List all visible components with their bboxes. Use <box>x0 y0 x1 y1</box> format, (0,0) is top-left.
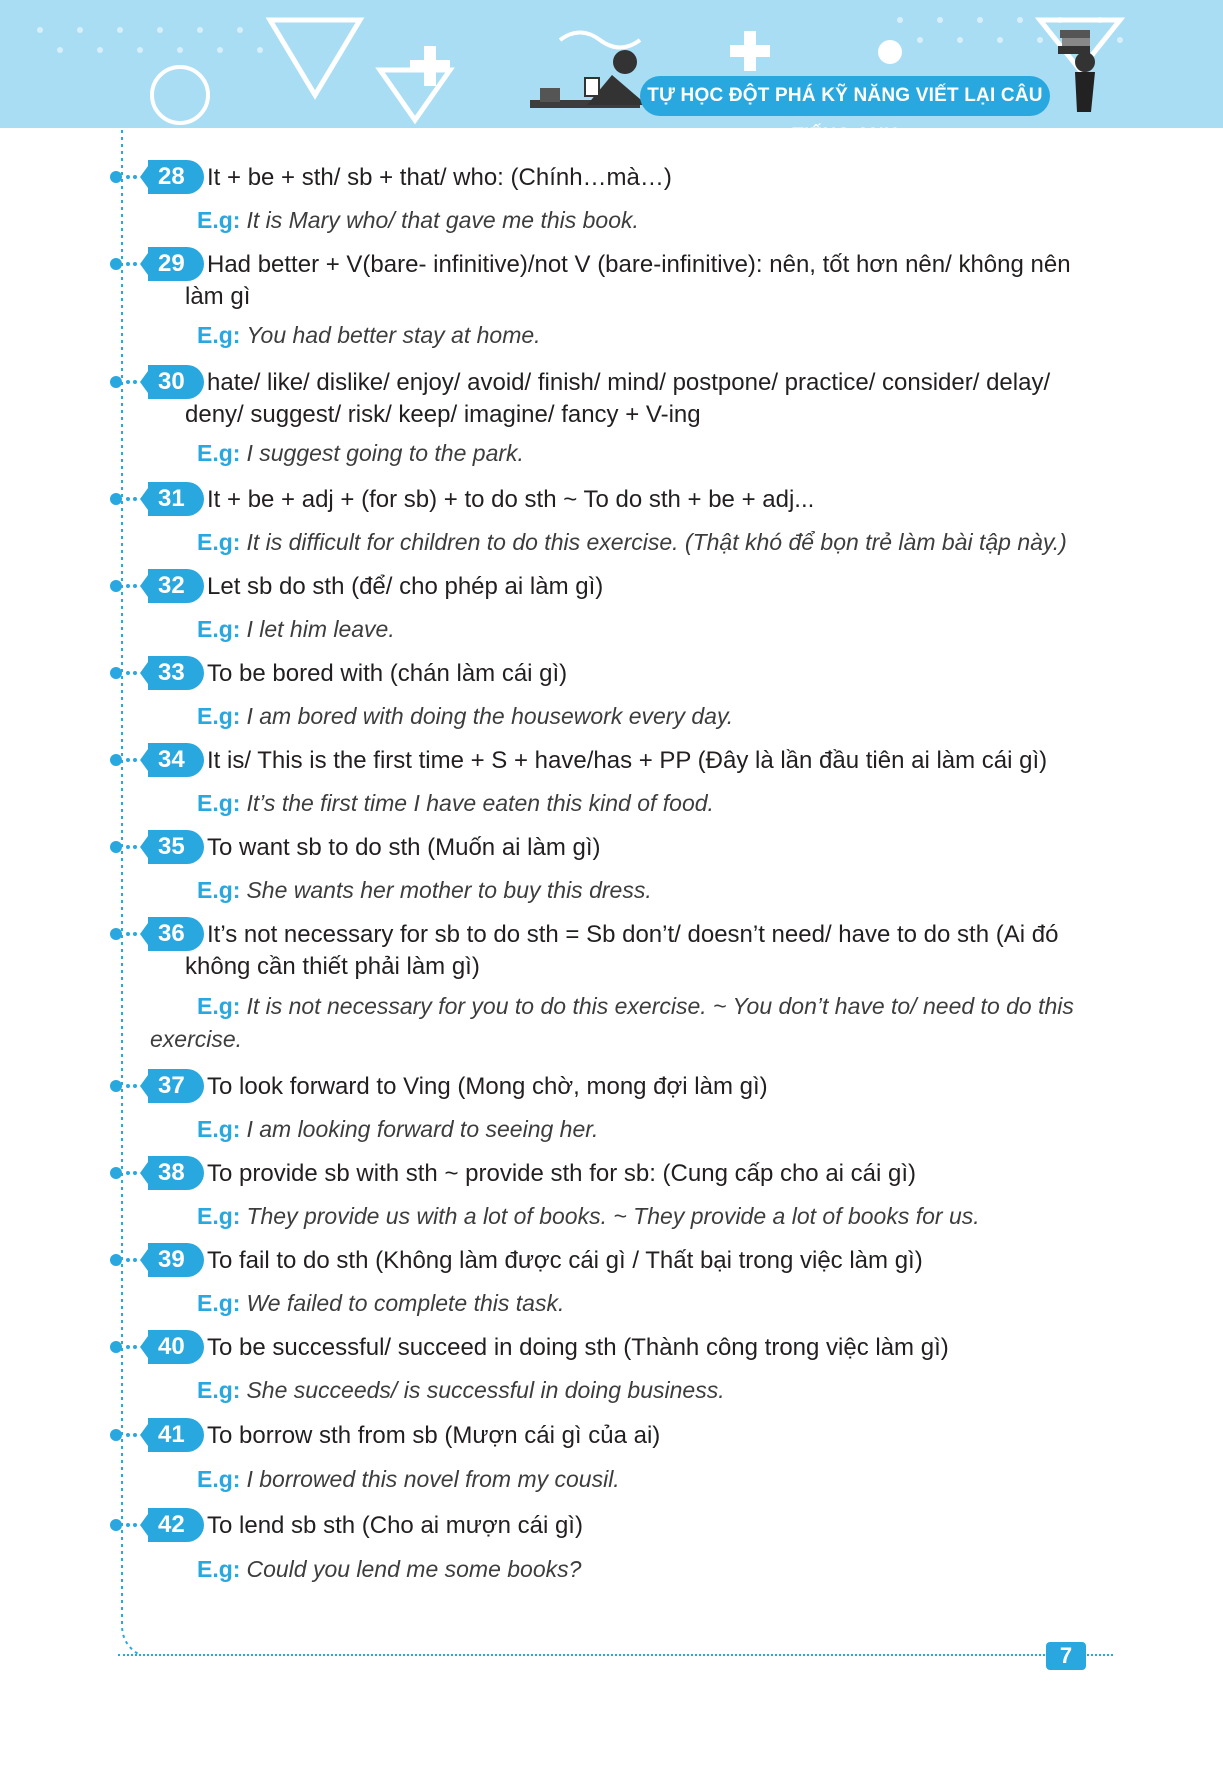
example-text: Could you lend me some books? <box>246 1556 582 1582</box>
example-text: She succeeds/ is successful in doing business. <box>246 1377 725 1403</box>
example-label: E.g: <box>197 1290 241 1316</box>
example-label: E.g: <box>197 703 241 729</box>
example-label: E.g: <box>197 877 241 903</box>
rule-number: 29 <box>148 247 204 281</box>
rule-number: 41 <box>148 1418 204 1452</box>
rule-number: 34 <box>148 743 204 777</box>
example-label: E.g: <box>197 207 241 233</box>
bullet-dots-icon <box>108 1243 148 1277</box>
example-text: It is Mary who/ that gave me this book. <box>246 207 639 233</box>
example-text: I am bored with doing the housework every day. <box>246 703 734 729</box>
rule-text: To borrow sth from sb (Mượn cái gì của ai) <box>207 1422 661 1449</box>
example-label: E.g: <box>197 1466 241 1492</box>
rule-number: 28 <box>148 160 204 194</box>
bullet-dots-icon <box>108 1508 148 1542</box>
page-header <box>0 0 1223 146</box>
example-text: They provide us with a lot of books. ~ They provide a lot of books for us. <box>246 1203 980 1229</box>
book-title: TỰ HỌC ĐỘT PHÁ KỸ NĂNG VIẾT LẠI CÂU TIẾNG ANH <box>640 76 1050 116</box>
example-line <box>197 1463 1082 1496</box>
bullet-dots-icon <box>108 830 148 864</box>
rule-text: To fail to do sth (Không làm được cái gì / Thất bại trong việc làm gì) <box>207 1247 923 1274</box>
example-line <box>197 874 1082 907</box>
rule-text: To be successful/ succeed in doing sth (Thành công trong việc làm gì) <box>207 1334 949 1361</box>
rule-text: To want sb to do sth (Muốn ai làm gì) <box>207 834 601 861</box>
bullet-dots-icon <box>108 1069 148 1103</box>
example-line <box>197 613 1082 646</box>
example-text: We failed to complete this task. <box>246 1290 565 1316</box>
example-line <box>197 437 1082 470</box>
rule-text: To provide sb with sth ~ provide sth for sb: (Cung cấp cho ai cái gì) <box>207 1160 917 1187</box>
footer-divider <box>118 1654 1113 1656</box>
example-line <box>197 204 1082 237</box>
example-label: E.g: <box>197 1116 241 1142</box>
example-line <box>150 990 1082 1056</box>
rule-text: To be bored with (chán làm cái gì) <box>207 660 568 687</box>
example-line <box>197 1374 1082 1407</box>
example-text: It’s the first time I have eaten this kind of food. <box>246 790 714 816</box>
rule-number: 38 <box>148 1156 204 1190</box>
rule-text: To look forward to Ving (Mong chờ, mong đợi làm gì) <box>207 1073 768 1100</box>
rule-number: 39 <box>148 1243 204 1277</box>
bullet-dots-icon <box>108 365 148 399</box>
bullet-dots-icon <box>108 743 148 777</box>
rule-text: Had better + V(bare- infinitive)/not V (bare-infinitive): nên, tốt hơn nên/ không nên làm gì <box>185 251 1071 310</box>
example-line <box>197 700 1082 733</box>
bullet-dots-icon <box>108 1418 148 1452</box>
rule-number: 36 <box>148 917 204 951</box>
bullet-dots-icon <box>108 917 148 951</box>
example-label: E.g: <box>197 1556 241 1582</box>
rule-text: hate/ like/ dislike/ enjoy/ avoid/ finish/ mind/ postpone/ practice/ consider/ delay/ deny/ suggest/ risk/ keep/ imagine/ fancy + V-ing <box>185 369 1051 428</box>
example-line <box>197 319 1082 352</box>
example-line <box>197 526 1082 559</box>
example-text: I am looking forward to seeing her. <box>246 1116 599 1142</box>
example-line <box>197 1287 1082 1320</box>
rule-text: Let sb do sth (để/ cho phép ai làm gì) <box>207 573 604 600</box>
example-label: E.g: <box>197 322 241 348</box>
rule-text: To lend sb sth (Cho ai mượn cái gì) <box>207 1512 583 1539</box>
bullet-dots-icon <box>108 247 148 281</box>
rule-number: 31 <box>148 482 204 516</box>
rule-number: 42 <box>148 1508 204 1542</box>
rule-number: 40 <box>148 1330 204 1364</box>
example-line <box>197 1553 1082 1586</box>
rule-text: It + be + adj + (for sb) + to do sth ~ To do sth + be + adj... <box>207 486 815 513</box>
bullet-dots-icon <box>108 656 148 690</box>
example-label: E.g: <box>197 790 241 816</box>
page-number: 7 <box>1046 1642 1086 1670</box>
example-label: E.g: <box>197 529 241 555</box>
rule-number: 35 <box>148 830 204 864</box>
bullet-dots-icon <box>108 569 148 603</box>
example-text: She wants her mother to buy this dress. <box>246 877 652 903</box>
bullet-dots-icon <box>108 1330 148 1364</box>
example-line <box>197 1113 1082 1146</box>
rule-number: 33 <box>148 656 204 690</box>
rule-number: 37 <box>148 1069 204 1103</box>
rule-text: It is/ This is the first time + S + have/has + PP (Đây là lần đầu tiên ai làm cái gì) <box>207 747 1048 774</box>
rule-text: It’s not necessary for sb to do sth = Sb don’t/ doesn’t need/ have to do sth (Ai đó không cần thiết phải làm gì) <box>185 921 1059 980</box>
example-text: It is not necessary for you to do this exercise. ~ You don’t have to/ need to do this exercise. <box>150 993 1074 1052</box>
example-line <box>197 787 1082 820</box>
example-label: E.g: <box>197 1377 241 1403</box>
rule-text: It + be + sth/ sb + that/ who: (Chính…mà…) <box>207 164 672 191</box>
example-line <box>197 1200 1082 1233</box>
example-text: It is difficult for children to do this exercise. (Thật khó để bọn trẻ làm bài tập này.) <box>246 529 1067 555</box>
example-label: E.g: <box>197 616 241 642</box>
bullet-dots-icon <box>108 1156 148 1190</box>
bullet-dots-icon <box>108 482 148 516</box>
example-text: I let him leave. <box>246 616 395 642</box>
rule-number: 32 <box>148 569 204 603</box>
example-text: You had better stay at home. <box>246 322 541 348</box>
example-label: E.g: <box>197 1203 241 1229</box>
example-label: E.g: <box>197 440 241 466</box>
example-text: I borrowed this novel from my cousil. <box>246 1466 620 1492</box>
bullet-dots-icon <box>108 160 148 194</box>
example-label: E.g: <box>197 993 241 1019</box>
example-text: I suggest going to the park. <box>246 440 524 466</box>
rule-number: 30 <box>148 365 204 399</box>
